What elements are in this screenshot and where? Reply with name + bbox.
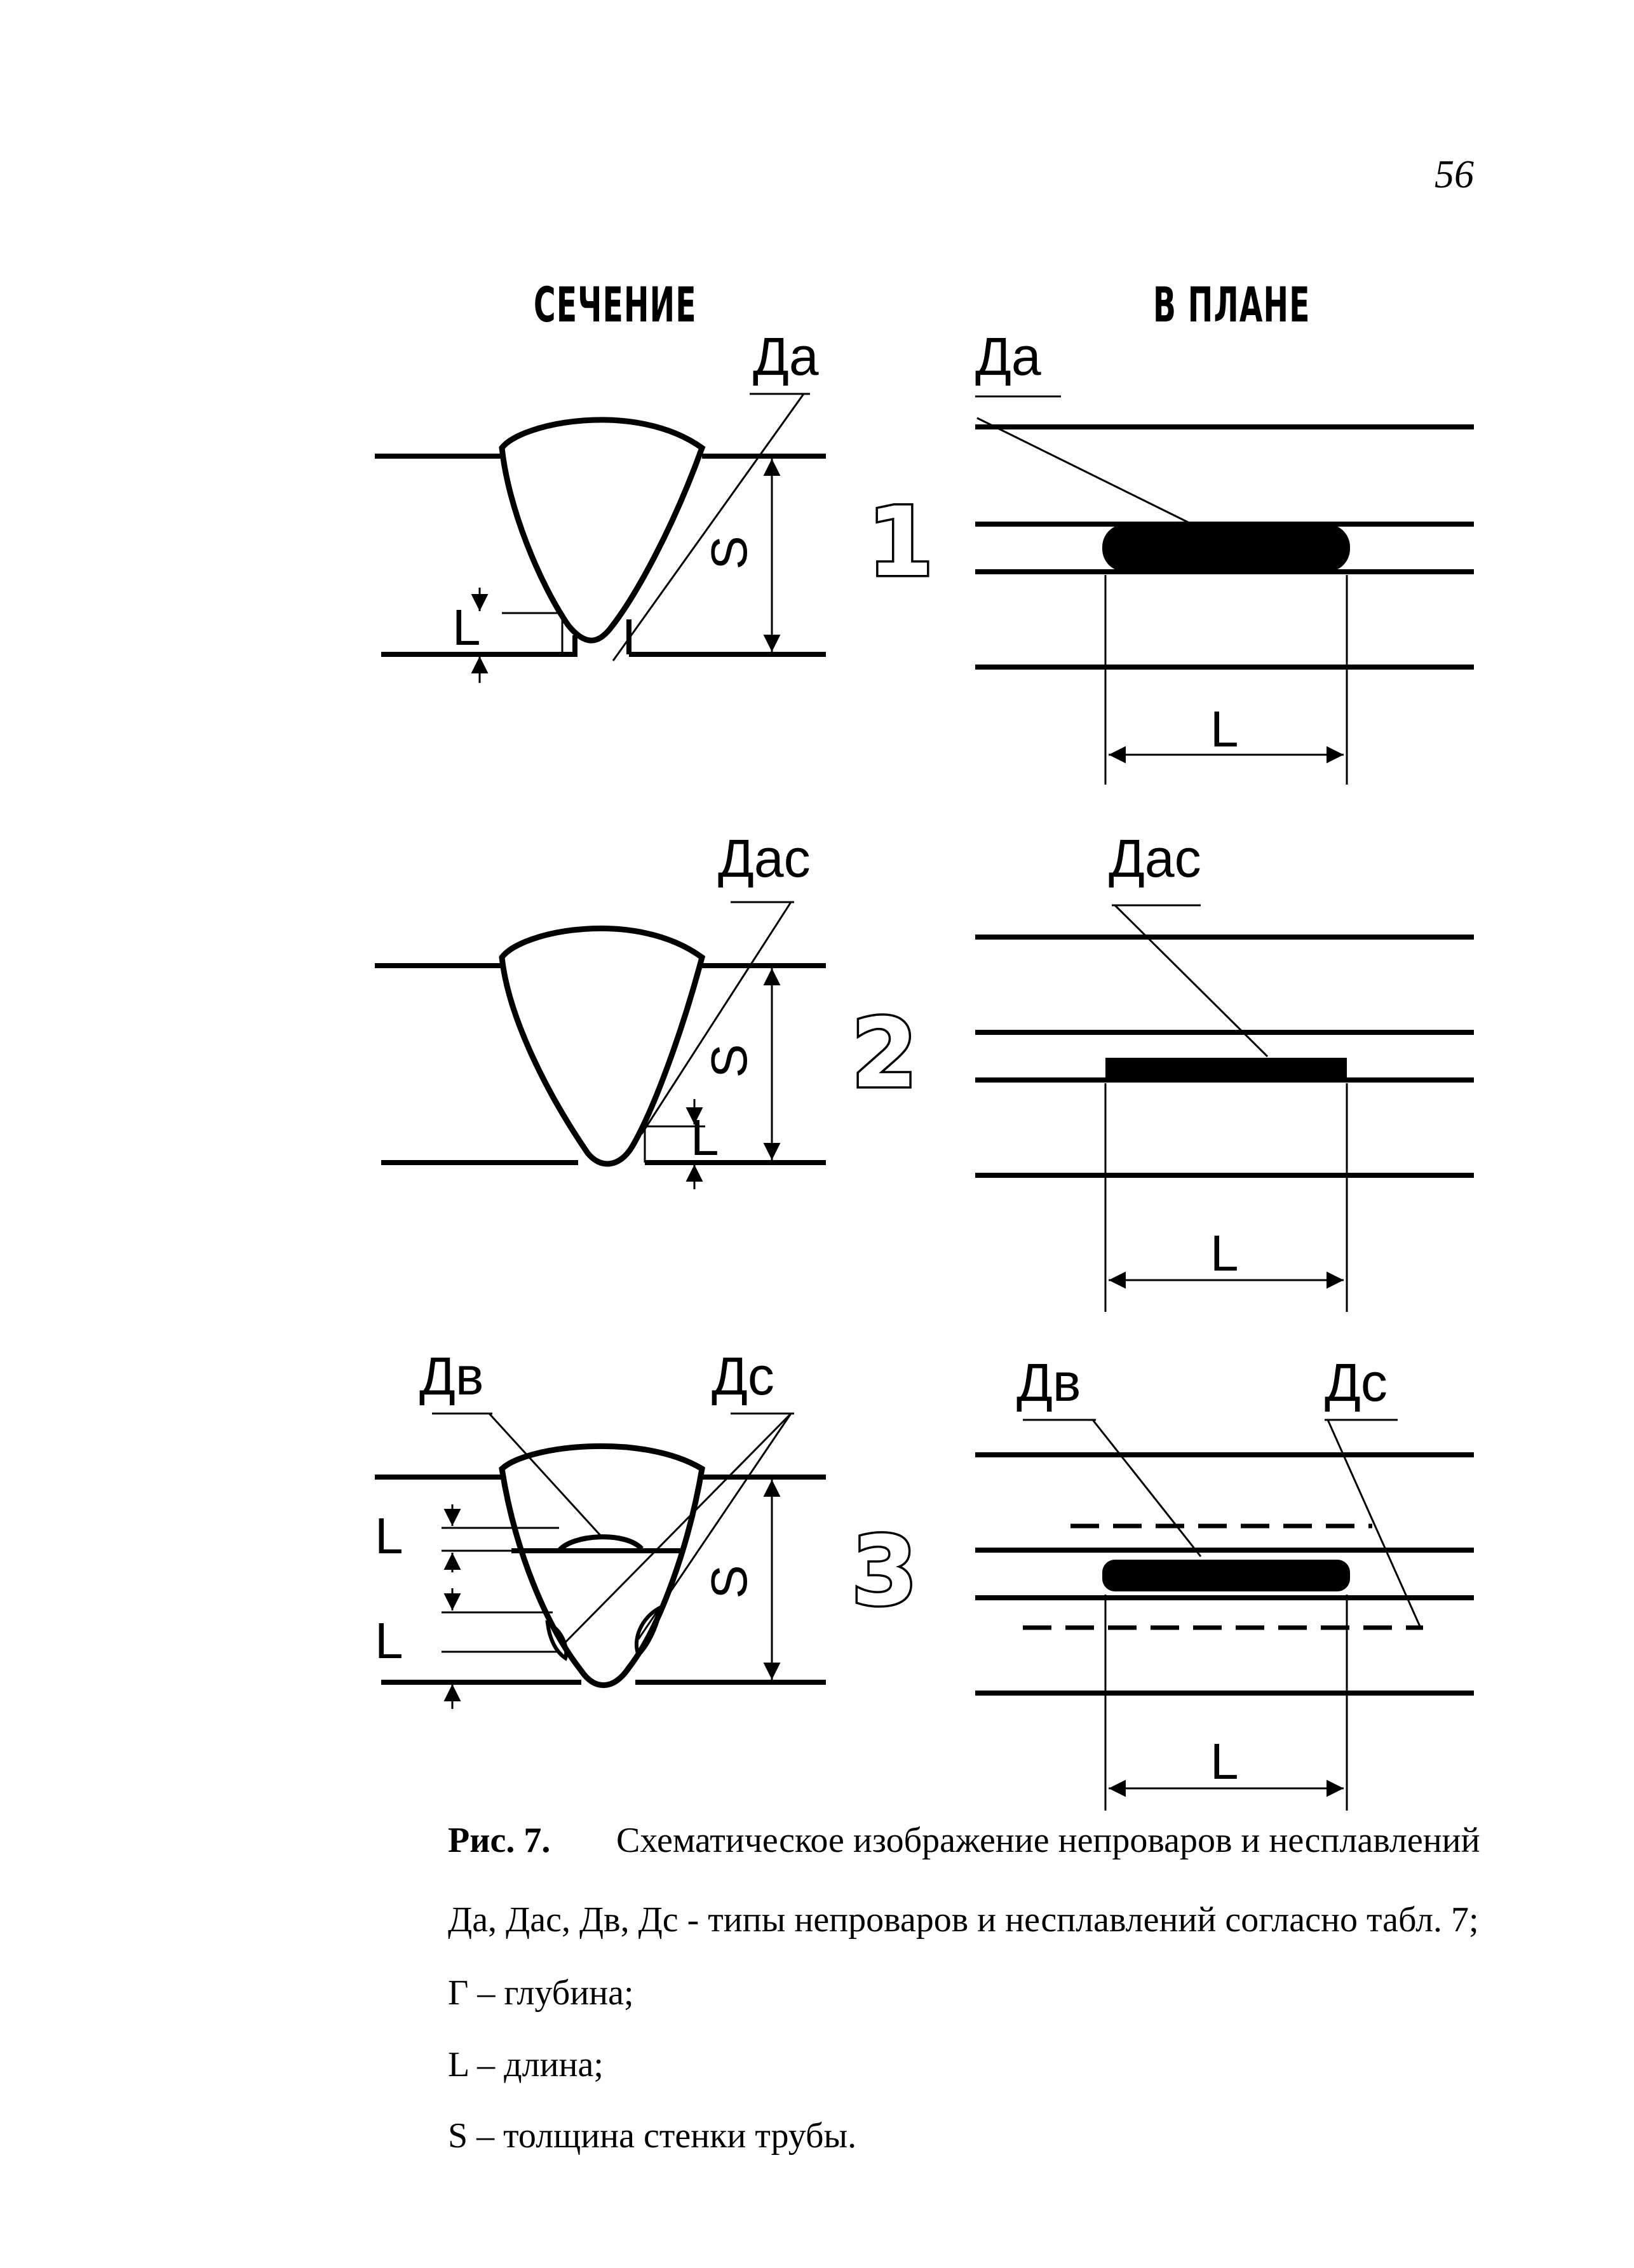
row1-root-gap (562, 635, 575, 654)
row1-section (375, 394, 826, 683)
row3-section-dv-label: Дв (419, 1346, 484, 1406)
figure-title: Схематическое изображение непроваров и несплавлений (616, 1821, 1480, 1860)
row3-plan-leader-dv (1093, 1420, 1201, 1556)
plan-header: В ПЛАНЕ (1153, 276, 1311, 333)
row3-weld-bead (502, 1446, 702, 1685)
caption-line: S – толщина стенки трубы. (448, 2116, 857, 2156)
caption-line: L – длина; (448, 2045, 604, 2084)
row1-plan-defect (1102, 524, 1350, 572)
row1-length-label: L (1210, 701, 1239, 757)
row1-root-step-left (502, 613, 562, 654)
row2-section (375, 902, 826, 1189)
row3-leader-dc-2 (638, 1414, 791, 1639)
row2-thickness-label: S (701, 1044, 757, 1078)
row3-plan-defect (1102, 1560, 1350, 1591)
caption-line: Да, Дас, Дв, Дс - типы непроваров и несплавлений согласно табл. 7; (448, 1900, 1479, 1940)
row3-side-defect-left (548, 1623, 566, 1658)
row1-leader (613, 394, 804, 661)
row1-depth-label: L (452, 599, 481, 656)
row2-plan-defect (1105, 1058, 1347, 1081)
row2-weld-bead (502, 928, 702, 1164)
row1-thickness-label: S (701, 536, 757, 570)
row3-plan-dv-label: Дв (1016, 1353, 1081, 1412)
row2-number: 2 (851, 999, 918, 1109)
page-number: 56 (1435, 153, 1474, 196)
row3-section (375, 1414, 826, 1709)
row1-section-defect-label: Да (753, 327, 819, 386)
row3-number: 3 (851, 1516, 918, 1627)
row3-section-dc-label: Дс (712, 1346, 774, 1406)
row2-section-defect-label: Дас (718, 828, 811, 888)
row1-number: 1 (867, 487, 934, 598)
row2-plan-defect-label: Дас (1109, 828, 1201, 888)
row3-thickness-label: S (701, 1565, 757, 1599)
row2-depth-label: L (691, 1109, 719, 1166)
row3-plan-dc-label: Дс (1325, 1353, 1388, 1412)
caption-title-line (448, 1820, 1480, 1861)
section-header: СЕЧЕНИЕ (534, 276, 697, 333)
row3-length-label: L (1210, 1733, 1239, 1790)
row3-depth-label-1: L (375, 1508, 403, 1564)
row1-plan-leader (977, 418, 1188, 522)
row3-depth-label-2: L (375, 1612, 403, 1669)
row3-leader-dv (489, 1414, 602, 1537)
caption-line: Г – глубина; (448, 1973, 634, 2013)
row2-length-label: L (1210, 1225, 1239, 1281)
row1-weld-bead (502, 420, 702, 640)
row1-plan-defect-label: Да (975, 327, 1041, 386)
figure-label: Рис. 7. (448, 1821, 551, 1860)
